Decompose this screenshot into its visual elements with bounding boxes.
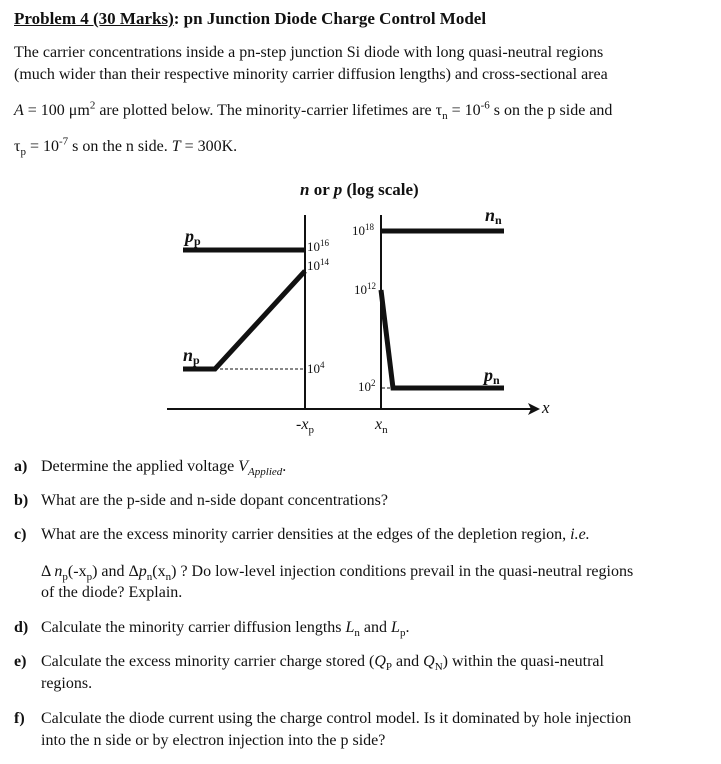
- tick-1e14: $10^{14}$: [307, 257, 329, 273]
- temperature-symbol: T: [171, 138, 181, 155]
- tick-1e4: $10^4$: [307, 360, 325, 376]
- title-p: p: [333, 180, 343, 199]
- lifetime-text: are plotted below. The minority-carrier lifetimes are τ: [95, 102, 443, 119]
- n-side-text: s on the n side.: [68, 138, 172, 155]
- title-n: n: [300, 180, 310, 199]
- intro-line-2: (much wider than their respective minority carrier diffusion lengths) and cross-sectional area: [14, 66, 608, 83]
- question-b-text: What are the p-side and n-side dopant concentrations?: [41, 492, 388, 509]
- question-d-label: d): [14, 619, 29, 636]
- problem-topic: : pn Junction Diode Charge Control Model: [173, 9, 487, 28]
- question-d-text: Calculate the minority carrier diffusion lengths $L_n$ and $L_p$.: [41, 619, 410, 640]
- question-e-label: e): [14, 653, 27, 670]
- tick-1e16: $10^{16}$: [307, 238, 329, 254]
- question-c-line-2: Δ $n_p(-x_p)$ and $\Delta p_n(x_n)$ ? Do low-level injection conditions prevail in the quasi-neutral regions: [41, 563, 634, 584]
- question-b-label: b): [14, 492, 29, 509]
- pp-label: $p_p$: [185, 226, 201, 248]
- pn-label: $p_n$: [484, 365, 500, 387]
- tick-1e18: $10^{18}$: [352, 222, 374, 238]
- area-symbol: A: [14, 102, 24, 119]
- question-f-line-2: into the n side or by electron injection into the p side?: [41, 732, 386, 749]
- tau-p-value: = 10: [25, 138, 59, 155]
- p-side-text: s on the p side and: [489, 102, 613, 119]
- np-curve: [183, 271, 305, 369]
- question-a-label: a): [14, 458, 28, 475]
- area-value: = 100 μm: [23, 102, 90, 119]
- title-log-scale: (log scale): [342, 180, 419, 199]
- tau-p-symbol: τ: [14, 138, 21, 155]
- tau-p-exponent: -7: [58, 135, 69, 148]
- tau-n-exponent: -6: [480, 99, 490, 112]
- question-c-text: What are the excess minority carrier densities at the edges of the depletion region, i.e.: [41, 526, 590, 543]
- neg-xp-label: $-x_p$: [296, 416, 314, 436]
- tau-p-subscript: p: [20, 146, 26, 159]
- tick-1e2: $10^2$: [358, 378, 376, 394]
- question-f-label: f): [14, 710, 25, 727]
- nn-label: $n_n$: [485, 205, 502, 227]
- temperature-value: = 300K.: [180, 138, 238, 155]
- tau-n-subscript: n: [442, 110, 448, 123]
- xn-label: $x_n$: [375, 416, 388, 436]
- question-f-text: Calculate the diode current using the charge control model. Is it dominated by hole injection: [41, 710, 632, 727]
- question-e-text: Calculate the excess minority carrier charge stored ($Q_P$ and $Q_N$) within the quasi-neutral: [41, 653, 604, 674]
- title-or: or: [309, 180, 334, 199]
- tau-n-value: = 10: [447, 102, 481, 119]
- intro-line-1: The carrier concentrations inside a pn-step junction Si diode with long quasi-neutral regions: [14, 44, 604, 61]
- tick-1e12: $10^{12}$: [354, 281, 376, 297]
- question-c-line-3: of the diode? Explain.: [41, 584, 183, 601]
- problem-number: Problem 4 (30 Marks): [14, 9, 174, 28]
- x-axis-label: x: [542, 398, 550, 417]
- area-exponent: 2: [89, 99, 96, 112]
- np-label: $n_p$: [183, 345, 200, 367]
- question-e-line-2: regions.: [41, 675, 93, 692]
- question-a-text: Determine the applied voltage $V_{Applied}$.: [41, 458, 287, 479]
- question-c-label: c): [14, 526, 27, 543]
